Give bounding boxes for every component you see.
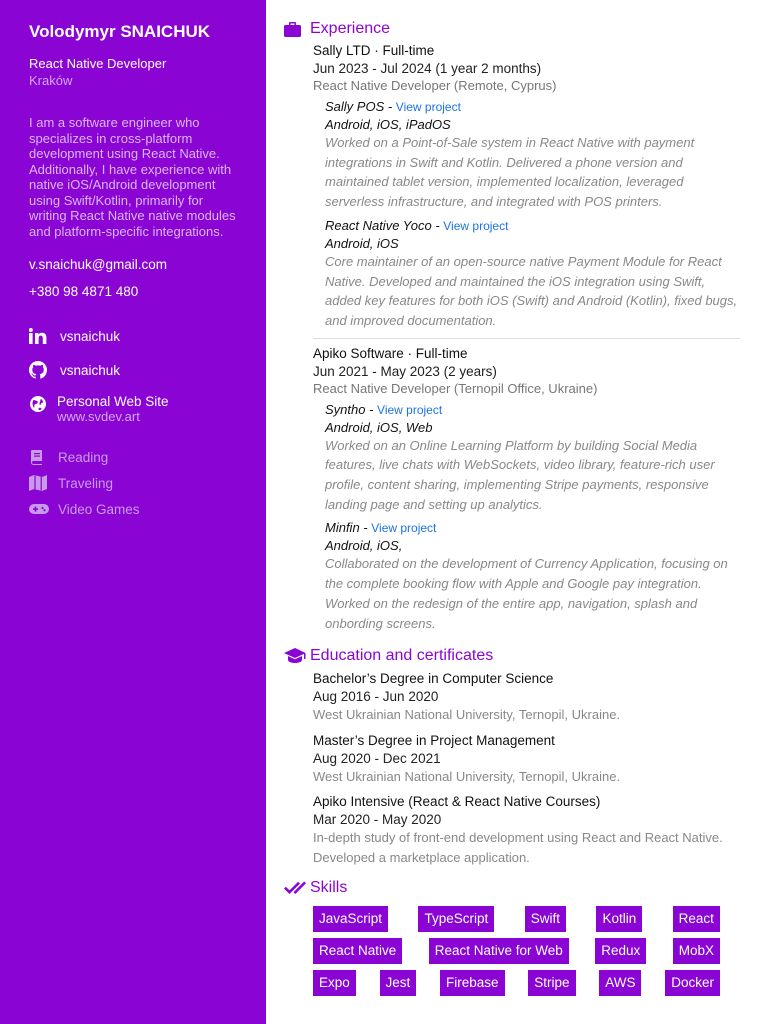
education-description: In-depth study of front-end development using React and React Native. Developed a marketplace application.: [313, 830, 723, 865]
social-links: [29, 326, 266, 424]
linkedin-handle: vsnaichuk: [60, 328, 121, 344]
education-heading: [284, 645, 744, 667]
project-entry: [325, 218, 744, 331]
education-entry: [313, 671, 744, 725]
github-handle: vsnaichuk: [60, 362, 121, 378]
website-label: Personal Web Site: [57, 394, 169, 409]
project-name: React Native Yoco -: [325, 217, 444, 233]
hobby-label: Traveling: [58, 475, 114, 491]
sidebar: [0, 0, 266, 1024]
section-title: Experience: [310, 20, 391, 37]
project-platforms: Android, iOS: [325, 235, 399, 251]
website-url: www.svdev.art: [57, 409, 140, 424]
phone-link[interactable]: +380 98 4871 480: [29, 284, 139, 299]
project-platforms: Android, iOS, Web: [325, 419, 433, 435]
education-dates: Mar 2020 - May 2020: [313, 812, 442, 828]
job-position: React Native Developer (Remote, Cyprus): [313, 78, 557, 93]
skills-row: [313, 938, 720, 964]
skill-tag: JavaScript: [313, 906, 388, 932]
briefcase-icon: [284, 22, 310, 37]
linkedin-icon: [29, 327, 51, 345]
skill-tag: Firebase: [440, 970, 505, 996]
skill-tag: React: [673, 906, 720, 932]
education-entry: [313, 733, 744, 787]
skill-tag: React Native for Web: [429, 938, 569, 964]
view-project-link[interactable]: View project: [371, 521, 437, 536]
linkedin-link[interactable]: [29, 326, 266, 346]
project-name: Sally POS -: [325, 99, 396, 114]
view-project-link[interactable]: View project: [395, 100, 461, 114]
main-content: [284, 18, 744, 1002]
skill-tag: Docker: [665, 970, 720, 996]
view-project-link[interactable]: View project: [377, 402, 443, 417]
project-title: [325, 99, 744, 114]
project-entry: [325, 402, 744, 515]
github-link[interactable]: [29, 360, 266, 380]
skills-list: [313, 906, 720, 996]
project-description: Core maintainer of an open-source native Payment Module for React Native. Developed and maintained the iOS integration using Swift, added key features for both iOS (Swift) and Android (Kotlin), fixed bugs, and improved documentation.: [325, 253, 738, 328]
hobby-label: Reading: [58, 449, 109, 465]
job-company: Sally LTD · Full-time: [313, 43, 435, 58]
project-description: Worked on a Point-of-Sale system in React Native with payment integrations in Swift and Kotlin. Delivered a phone version and maintained tablet version, implemented localization, leveraged serverless infrastructure, and integrated with POS printers.: [325, 135, 695, 210]
gamepad-icon: [29, 502, 51, 516]
skill-tag: Stripe: [528, 970, 575, 996]
education-description: West Ukrainian National University, Ternopil, Ukraine.: [313, 707, 621, 723]
skill-tag: Expo: [313, 970, 356, 996]
hobbies-list: [29, 448, 266, 518]
experience-heading: [284, 18, 744, 40]
divider: [313, 338, 740, 339]
section-title: Skills: [310, 879, 348, 897]
project-platforms: Android, iOS,: [325, 538, 403, 554]
website-link[interactable]: [29, 394, 266, 424]
view-project-link[interactable]: View project: [443, 218, 509, 233]
section-title: Education and certificates: [310, 647, 494, 665]
education-dates: Aug 2016 - Jun 2020: [313, 689, 439, 705]
project-title: [325, 218, 744, 233]
globe-icon: [29, 394, 51, 416]
project-name: Minfin -: [325, 520, 372, 536]
hobby-item: [29, 474, 266, 492]
project-title: [325, 402, 744, 417]
profile-role: React Native Developer: [29, 56, 167, 71]
profile-city: Kraków: [29, 73, 73, 88]
education-description: West Ukrainian National University, Ternopil, Ukraine.: [313, 768, 621, 784]
skill-tag: TypeScript: [418, 906, 494, 932]
skill-tag: React Native: [313, 938, 402, 964]
project-entry: [325, 99, 744, 212]
skill-tag: Swift: [525, 906, 566, 932]
job-entry: [313, 346, 744, 634]
skill-tag: Redux: [595, 938, 646, 964]
skills-heading: [284, 877, 744, 899]
job-dates: Jun 2023 - Jul 2024 (1 year 2 months): [313, 61, 542, 76]
project-name: Syntho -: [325, 401, 378, 417]
project-description: Worked on an Online Learning Platform by building Social Media features, live chats with WebSockets, video library, feature-rich user profile, content sharing, implementing Stripe payments, responsive landing page and setting up analytics.: [325, 437, 715, 512]
skills-row: [313, 906, 720, 932]
map-icon: [29, 475, 51, 491]
github-icon: [29, 361, 51, 379]
education-entry: [313, 794, 744, 867]
hobby-item: [29, 500, 266, 518]
email-link[interactable]: v.snaichuk@gmail.com: [29, 257, 167, 272]
job-position: React Native Developer (Ternopil Office, Ukraine): [313, 380, 598, 396]
hobby-item: [29, 448, 266, 466]
profile-name: Volodymyr SNAICHUK: [29, 22, 211, 41]
education-dates: Aug 2020 - Dec 2021: [313, 750, 441, 766]
skills-row: [313, 970, 720, 996]
education-title: Apiko Intensive (React & React Native Courses): [313, 794, 601, 810]
graduation-cap-icon: [284, 648, 310, 664]
project-description: Collaborated on the development of Currency Application, focusing on the complete booking flow with Apple and Google pay integration. Worked on the redesign of the entire app, navigation, splash and onbording screens.: [325, 556, 728, 631]
skill-tag: AWS: [599, 970, 641, 996]
skill-tag: Jest: [380, 970, 417, 996]
job-entry: [313, 43, 744, 331]
skill-tag: MobX: [673, 938, 720, 964]
book-icon: [29, 449, 51, 465]
project-title: [325, 520, 744, 535]
education-title: Master’s Degree in Project Management: [313, 732, 555, 748]
project-entry: [325, 520, 744, 633]
double-check-icon: [284, 881, 310, 895]
hobby-label: Video Games: [58, 501, 140, 517]
job-company: Apiko Software · Full-time: [313, 345, 468, 361]
project-platforms: Android, iOS, iPadOS: [325, 117, 451, 132]
job-dates: Jun 2021 - May 2023 (2 years): [313, 363, 497, 379]
education-title: Bachelor’s Degree in Computer Science: [313, 671, 554, 687]
profile-about: I am a software engineer who specializes in cross-platform development using React Native. Additionally, I have experience with native iOS/Android development using Swift/Kotlin, primarily for writing React Native native modules and platform-specific integrations.: [29, 115, 236, 239]
skill-tag: Kotlin: [596, 906, 642, 932]
